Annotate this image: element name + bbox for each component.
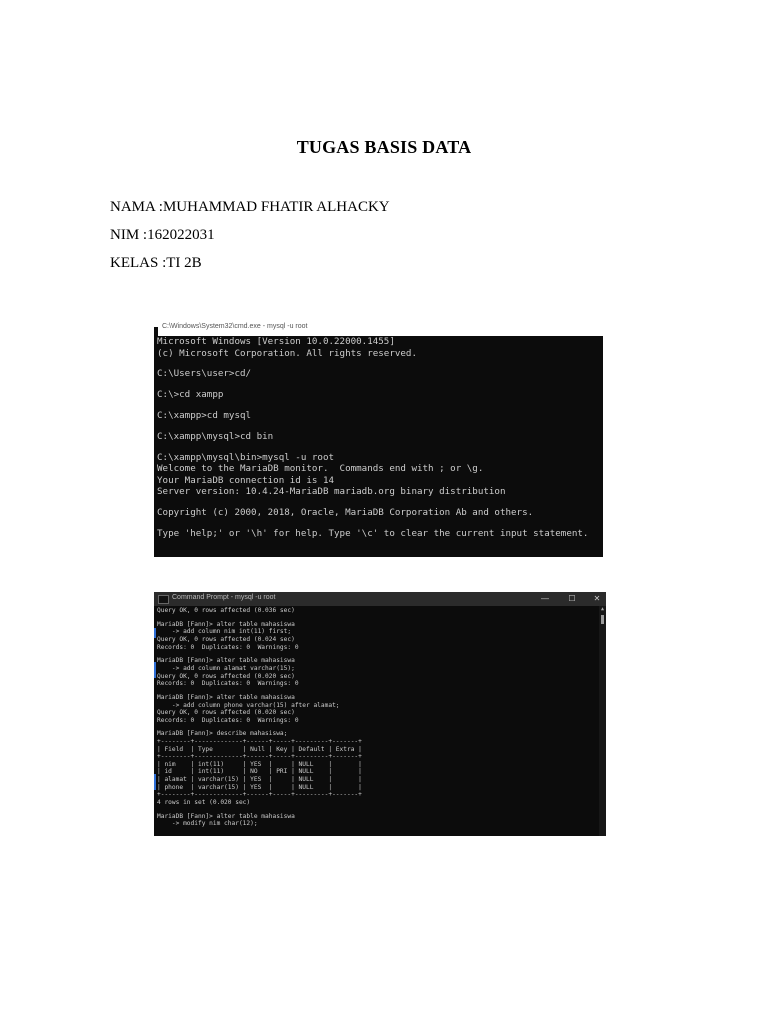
terminal-1-title-strip [154,323,603,336]
terminal-1-title-edge [154,327,158,336]
terminal-line: +--------+-------------+------+-----+---------+-------+ [157,738,362,746]
terminal-line [157,442,588,451]
terminal-line [157,380,588,389]
terminal-line [157,359,588,368]
document-title: TUGAS BASIS DATA [296,137,472,157]
terminal-line: Query OK, 0 rows affected (0.020 sec) [157,672,295,680]
terminal-line: -> modify nim char(12); [157,820,258,828]
terminal-screenshot-2 [154,592,606,836]
terminal-line: Records: 0 Duplicates: 0 Warnings: 0 [157,716,299,724]
terminal-line: (c) Microsoft Corporation. All rights reserved. [157,347,417,359]
terminal-line: C:\xampp\mysql>cd bin [157,430,274,442]
terminal-line: Records: 0 Duplicates: 0 Warnings: 0 [157,643,299,651]
field-nim-value: 162022031 [147,227,215,243]
terminal-line: | phone | varchar(15) | YES | | NULL | | [157,783,362,791]
terminal-line: Query OK, 0 rows affected (0.036 sec) [157,607,295,614]
terminal-line: -> add column nim int(11) first; [157,628,292,636]
terminal-line: Type 'help;' or '\h' for help. Type '\c' to clear the current input statement. [157,527,589,539]
close-icon[interactable]: ✕ [593,594,601,603]
terminal-line: Query OK, 0 rows affected (0.020 sec) [157,709,295,717]
terminal-2-titlebar [154,592,606,606]
terminal-line: Server version: 10.4.24-MariaDB mariadb.org binary distribution [157,486,506,498]
terminal-line: Copyright (c) 2000, 2018, Oracle, MariaDB Corporation Ab and others. [157,507,534,519]
terminal-2-title: Command Prompt - mysql -u root [172,594,276,601]
terminal-line: MariaDB [Fann]> alter table mahasiswa [157,693,295,701]
terminal-line: | alamat | varchar(15) | YES | | NULL | | [157,776,362,784]
terminal-2-output [157,607,362,828]
scrollbar[interactable] [599,606,606,836]
terminal-icon [158,595,169,604]
field-nim [110,227,215,244]
terminal-line: MariaDB [Fann]> alter table mahasiswa [157,812,295,820]
terminal-line: MariaDB [Fann]> alter table mahasiswa [157,620,295,628]
terminal-line: MariaDB [Fann]> describe mahasiswa; [157,730,288,738]
terminal-line: C:\xampp>cd mysql [157,409,252,421]
terminal-line: Microsoft Windows [Version 10.0.22000.1455] [157,336,395,347]
field-kelas [110,255,202,272]
terminal-line: | Field | Type | Null | Key | Default | Extra | [157,745,362,753]
terminal-line: C:\xampp\mysql\bin>mysql -u root [157,451,335,463]
field-nama-label: NAMA : [110,199,163,215]
terminal-line [157,422,588,431]
selection-marker [154,628,156,638]
terminal-line: C:\Users\user>cd/ [157,368,252,380]
terminal-line: Welcome to the MariaDB monitor. Commands end with ; or \g. [157,463,484,475]
minimize-icon[interactable]: — [541,594,549,603]
terminal-line: 4 rows in set (0.020 sec) [157,798,251,806]
scrollbar-thumb[interactable] [601,615,604,624]
terminal-1-output [157,336,588,539]
terminal-line: -> add column alamat varchar(15); [157,664,295,672]
terminal-line: +--------+-------------+------+-----+---------+-------+ [157,791,362,799]
terminal-line [157,519,588,528]
maximize-icon[interactable]: ☐ [568,594,576,603]
terminal-line: -> add column phone varchar(15) after alamat; [157,701,340,709]
field-kelas-label: KELAS : [110,255,167,271]
terminal-line: MariaDB [Fann]> alter table mahasiswa [157,657,295,665]
terminal-line: Query OK, 0 rows affected (0.024 sec) [157,635,295,643]
selection-marker [154,774,156,790]
terminal-1-title: C:\Windows\System32\cmd.exe - mysql -u root [162,323,308,330]
terminal-line: +--------+-------------+------+-----+---------+-------+ [157,753,362,761]
field-nama [110,199,390,216]
terminal-line: | id | int(11) | NO | PRI | NULL | | [157,768,362,776]
field-nim-label: NIM : [110,227,148,243]
terminal-line [157,498,588,507]
terminal-line: Records: 0 Duplicates: 0 Warnings: 0 [157,680,299,688]
terminal-line: Your MariaDB connection id is 14 [157,474,335,486]
terminal-line: | nim | int(11) | YES | | NULL | | [157,760,362,768]
terminal-line [157,401,588,410]
selection-marker [154,662,156,678]
field-nama-value: MUHAMMAD FHATIR ALHACKY [162,199,390,215]
terminal-screenshot-1 [154,323,603,557]
field-kelas-value: TI 2B [166,255,202,271]
terminal-line: C:\>cd xampp [157,389,224,401]
scroll-up-arrow-icon[interactable]: ▲ [600,606,604,612]
